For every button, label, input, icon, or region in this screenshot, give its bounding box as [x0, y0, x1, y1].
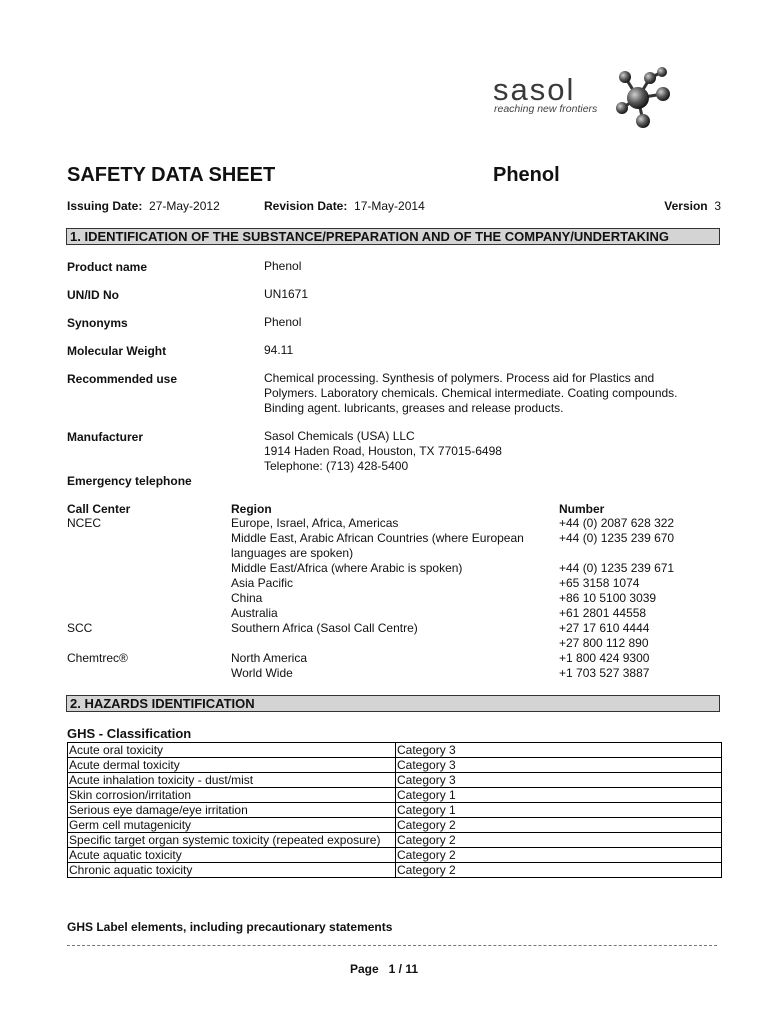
- hazard-cell: Germ cell mutagenicity: [68, 818, 396, 833]
- table-row: [68, 863, 722, 878]
- hazard-cell: Acute oral toxicity: [68, 743, 396, 758]
- footer-divider: [67, 945, 717, 946]
- category-cell: Category 2: [396, 833, 722, 848]
- version-label: Version: [664, 199, 708, 213]
- hazard-cell: Chronic aquatic toxicity: [68, 863, 396, 878]
- field-value: Sasol Chemicals (USA) LLC 1914 Haden Road, Houston, TX 77015-6498 Telephone: (713) 428-5400: [264, 429, 502, 473]
- document-title: SAFETY DATA SHEET: [67, 164, 276, 186]
- table-row: [68, 758, 722, 773]
- section-1-heading: 1. IDENTIFICATION OF THE SUBSTANCE/PREPARATION AND OF THE COMPANY/UNDERTAKING: [66, 228, 720, 245]
- category-cell: Category 1: [396, 803, 722, 818]
- emergency-telephone-label: Emergency telephone: [67, 474, 192, 488]
- number-cell: +61 2801 44558: [559, 606, 647, 620]
- field-value: Phenol: [264, 259, 302, 273]
- field-value: Phenol: [264, 315, 302, 329]
- field-value: Chemical processing. Synthesis of polymers. Process aid for Plastics and Polymers. Laboratory chemicals. Chemical intermediate. Coating compounds. Binding agent. lubricants, greases and release products.: [264, 371, 678, 415]
- section-2-heading: 2. HAZARDS IDENTIFICATION: [66, 695, 720, 712]
- number-cell: +44 (0) 2087 628 322: [559, 516, 675, 530]
- revision-date-label: Revision Date:: [264, 199, 348, 213]
- field-value: UN1671: [264, 287, 309, 301]
- page-number: [0, 962, 768, 977]
- region-cell: Middle East, Arabic African Countries (where European languages are spoken): [231, 531, 524, 560]
- table-row: [68, 803, 722, 818]
- hazard-cell: Acute dermal toxicity: [68, 758, 396, 773]
- category-cell: Category 3: [396, 758, 722, 773]
- category-cell: Category 3: [396, 773, 722, 788]
- call-center-header: Call Center: [67, 502, 131, 516]
- number-cell: +86 10 5100 3039: [559, 591, 657, 605]
- number-cell: +44 (0) 1235 239 670: [559, 531, 675, 545]
- category-cell: Category 2: [396, 863, 722, 878]
- field-value: 94.11: [264, 343, 294, 357]
- region-cell: North America World Wide: [231, 651, 308, 680]
- category-cell: Category 2: [396, 848, 722, 863]
- number-cell: +1 800 424 9300 +1 703 527 3887: [559, 651, 650, 680]
- page-label: Page: [349, 962, 379, 976]
- revision-date: [264, 199, 425, 214]
- product-title: Phenol: [493, 164, 560, 186]
- category-cell: Category 3: [396, 743, 722, 758]
- issuing-date: [67, 199, 220, 214]
- call-center-scc: SCC: [67, 621, 93, 635]
- field-label: UN/ID No: [67, 288, 119, 302]
- region-cell: Asia Pacific: [231, 576, 294, 590]
- hazard-cell: Skin corrosion/irritation: [68, 788, 396, 803]
- molecule-logo-icon: [608, 66, 678, 137]
- table-row: [68, 833, 722, 848]
- table-row: [68, 848, 722, 863]
- issuing-date-label: Issuing Date:: [67, 199, 143, 213]
- region-cell: Middle East/Africa (where Arabic is spoken): [231, 561, 463, 575]
- region-cell: China: [231, 591, 263, 605]
- field-label: Molecular Weight: [67, 344, 167, 358]
- number-header: Number: [559, 502, 605, 516]
- field-label: Recommended use: [67, 372, 178, 386]
- call-center-ncec: NCEC: [67, 516, 102, 530]
- ghs-label-elements-heading: GHS Label elements, including precautionary statements: [67, 920, 393, 934]
- version-value: 3: [714, 199, 721, 213]
- issuing-date-value: 27-May-2012: [149, 199, 220, 213]
- table-row: [68, 788, 722, 803]
- category-cell: Category 2: [396, 818, 722, 833]
- field-label: Manufacturer: [67, 430, 144, 444]
- company-tagline: reaching new frontiers: [494, 103, 598, 115]
- region-header: Region: [231, 502, 272, 516]
- ghs-classification-table: [67, 742, 722, 878]
- category-cell: Category 1: [396, 788, 722, 803]
- region-cell: Southern Africa (Sasol Call Centre): [231, 621, 418, 635]
- hazard-cell: Acute inhalation toxicity - dust/mist: [68, 773, 396, 788]
- region-cell: Europe, Israel, Africa, Americas: [231, 516, 399, 530]
- number-cell: +65 3158 1074: [559, 576, 640, 590]
- call-center-chemtrec: Chemtrec®: [67, 651, 128, 665]
- hazard-cell: Serious eye damage/eye irritation: [68, 803, 396, 818]
- table-row: [68, 743, 722, 758]
- revision-date-value: 17-May-2014: [354, 199, 425, 213]
- page-value: 1 / 11: [388, 962, 419, 976]
- ghs-classification-heading: GHS - Classification: [67, 726, 192, 741]
- company-logo-wordmark: sasol: [493, 72, 576, 107]
- version: [664, 199, 721, 214]
- number-cell: +44 (0) 1235 239 671: [559, 561, 675, 575]
- hazard-cell: Specific target organ systemic toxicity (repeated exposure): [68, 833, 396, 848]
- field-label: Product name: [67, 260, 148, 274]
- table-row: [68, 773, 722, 788]
- number-cell: +27 17 610 4444 +27 800 112 890: [559, 621, 650, 650]
- hazard-cell: Acute aquatic toxicity: [68, 848, 396, 863]
- field-label: Synonyms: [67, 316, 128, 330]
- table-row: [68, 818, 722, 833]
- region-cell: Australia: [231, 606, 278, 620]
